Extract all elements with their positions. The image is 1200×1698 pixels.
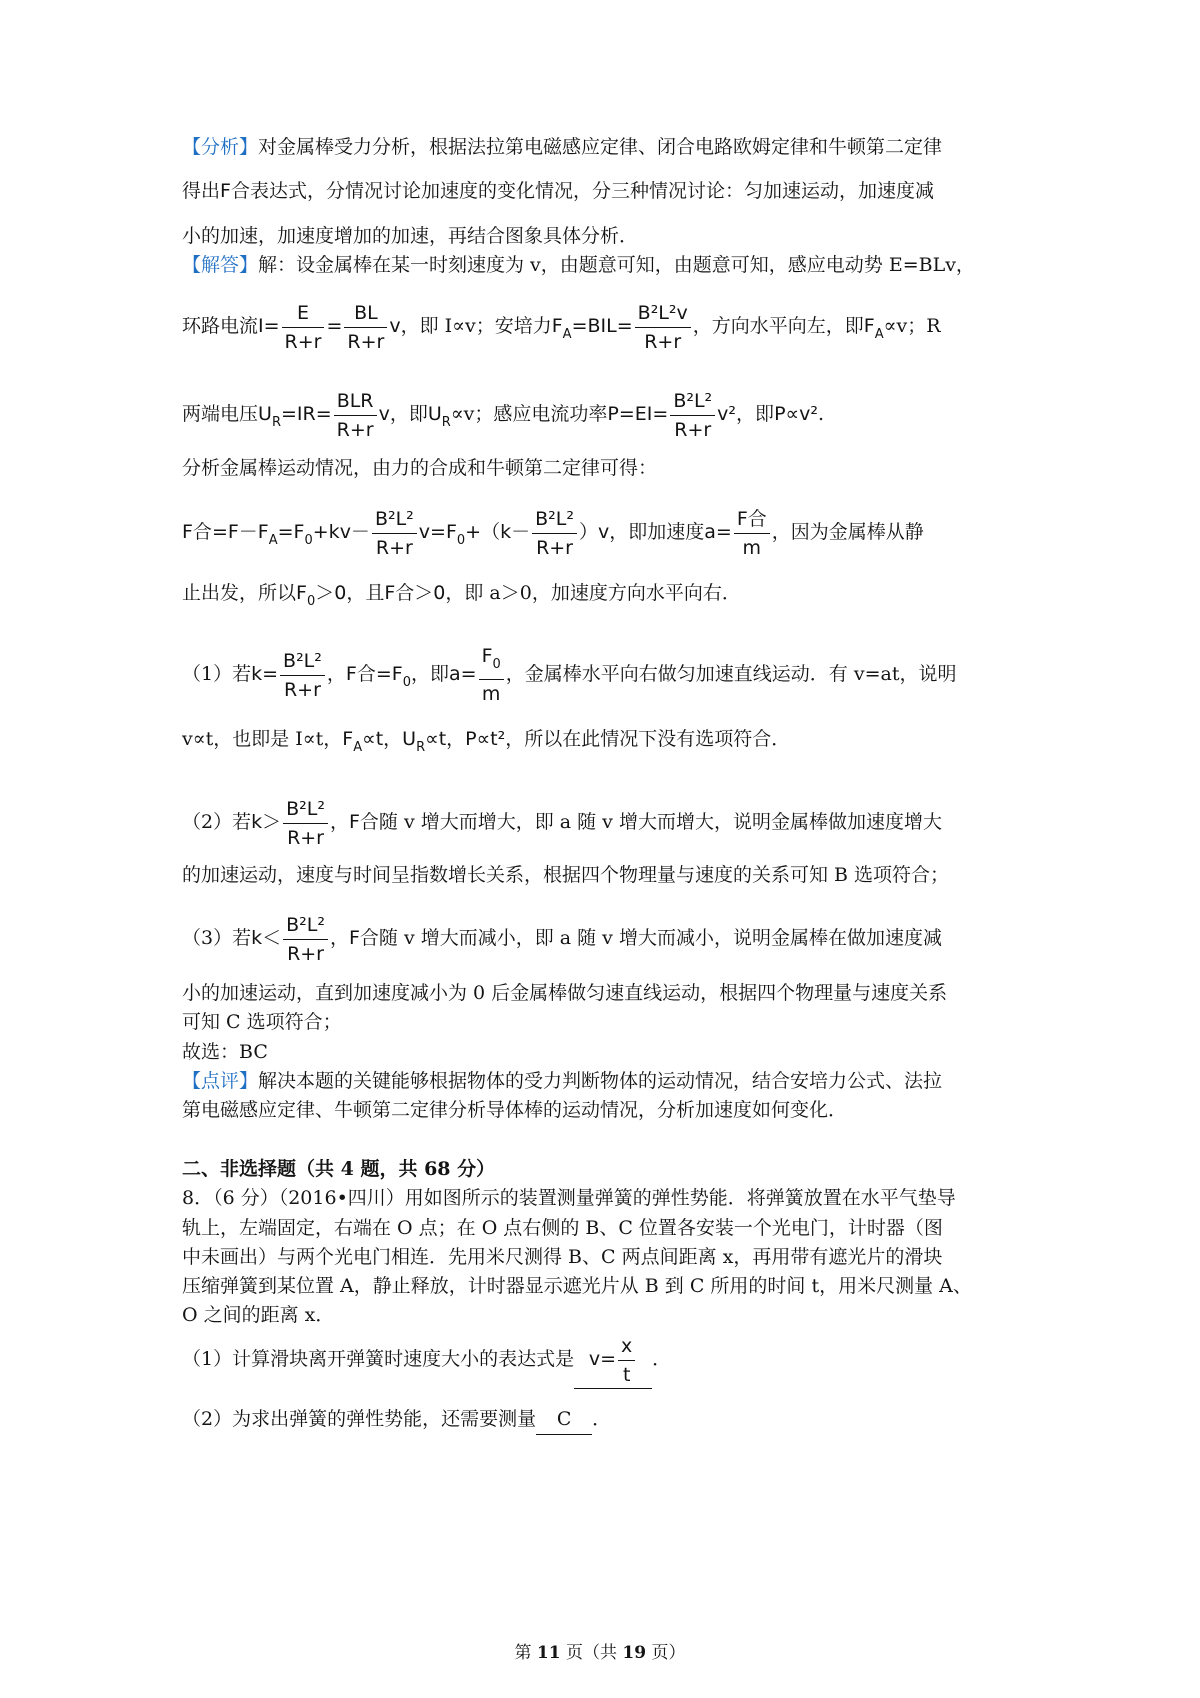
start-condition-line: 止出发，所以$F_0>0$，且F合＞0，即 a＞0，加速度方向水平向右． <box>182 582 741 609</box>
analysis-line-1: 【分析】对金属棒受力分析，根据法拉第电磁感应定律、闭合电路欧姆定律和牛顿第二定律 <box>182 136 943 158</box>
analysis-line-2: 得出F合表达式，分情况讨论加速度的变化情况，分三种情况讨论：匀加速运动，加速度减 <box>182 180 934 202</box>
motion-analysis-line: 分析金属棒运动情况，由力的合成和牛顿第二定律可得： <box>182 457 658 479</box>
analysis-line-3: 小的加速，加速度增加的加速，再结合图象具体分析． <box>182 225 639 247</box>
case-3-line-2: 小的加速运动，直到加速度减小为 0 后金属棒做匀速直线运动，根据四个物理量与速度关系 <box>182 982 948 1004</box>
fraction-B2L2-over-Rr-c2: $\frac{\text{B²L²}}{R+r}$ <box>283 797 328 850</box>
fraction-BLR-over-Rr: $\frac{\text{BLR}}{R+r}$ <box>334 389 377 442</box>
case-3-line-1: （3）若k＜ $\frac{\text{B²L²}}{R+r}$ ，F合随 v 增大而减小，即 a 随 v 增大而减小，说明金属棒在做加速度减 <box>182 913 942 965</box>
case-1-line-1: （1）若k= $\frac{\text{B²L²}}{R+r}$ ，F合$=F_0$，即a= $\frac{F_0}{m}$ ，金属棒水平向右做匀加速直线运动．有 v=at，说明 <box>182 645 957 705</box>
choice-line: 故选：BC <box>182 1041 268 1063</box>
fraction-F0-over-m: $\frac{F_0}{m}$ <box>479 644 504 706</box>
fraction-B2L2-over-Rr-c1: $\frac{\text{B²L²}}{R+r}$ <box>280 649 325 702</box>
question-line-5: O 之间的距离 x． <box>182 1304 335 1326</box>
answer-tag: 【解答】 <box>182 254 259 276</box>
analysis-tag: 【分析】 <box>182 136 259 158</box>
section-heading: 二、非选择题（共 4 题，共 68 分） <box>182 1158 496 1180</box>
question-line-3: 中未画出）与两个光电门相连．先用米尺测得 B、C 两点间距离 x，再用带有遮光片的滑块 <box>182 1246 943 1268</box>
sub-question-1: （1）计算滑块离开弹簧时速度大小的表达式是 v= $\frac{x}{t}$ ． <box>182 1330 671 1389</box>
current-formula-line: 环路电流I= $\frac{E}{R+r}$ = $\frac{BL}{R+r}$ v，即 I∝v；安培力$F_A=BIL=$ $\frac{\text{B²L²v}}{R+r}$ ，方向水平向左，即$F_A\propto v$；R <box>182 301 941 353</box>
sub-question-2: （2）为求出弹簧的弹性势能，还需要测量 C ． <box>182 1404 611 1435</box>
page-footer: 第 11 页（共 19 页） <box>514 1643 686 1663</box>
fraction-Fhe-over-m: $\frac{\text{F合}}{m}$ <box>734 507 770 560</box>
question-line-2: 轨上，左端固定，右端在 O 点；在 O 点右侧的 B、C 位置各安装一个光电门，计时器（图 <box>182 1217 943 1239</box>
answer-blank-1: v= $\frac{x}{t}$ <box>574 1330 652 1389</box>
case-3-line-3: 可知 C 选项符合； <box>182 1011 342 1033</box>
case-2-line-2: 的加速运动，速度与时间呈指数增长关系，根据四个物理量与速度的关系可知 B 选项符合； <box>182 864 950 886</box>
voltage-power-line: 两端电压$U_R=IR=$ $\frac{\text{BLR}}{R+r}$ v，即$U_R\propto v$；感应电流功率P=EI= $\frac{\text{B²L²}}{R+r}$ v²，即P∝v². <box>182 389 825 441</box>
answer-blank-2: C <box>536 1404 592 1435</box>
comment-tag: 【点评】 <box>182 1070 259 1092</box>
page-number: 11 <box>536 1643 561 1663</box>
fraction-B2L2-over-Rr-c3: $\frac{\text{B²L²}}{R+r}$ <box>283 913 328 966</box>
question-line-1: 8．（6 分）（2016•四川）用如图所示的装置测量弹簧的弹性势能．将弹簧放置在水平气垫导 <box>182 1187 956 1209</box>
fraction-E-over-Rr: $\frac{E}{R+r}$ <box>282 301 325 354</box>
case-1-line-2: v∝t，也即是 I∝t，$F_A\propto t$，$U_R\propto t$，P∝t²，所以在此情况下没有选项符合． <box>182 728 791 755</box>
net-force-line: F合$=F-F_A=F_0+kv-$ $\frac{\text{B²L²}}{R+r}$ $v=F_0+(k-$ $\frac{\text{B²L²}}{R+r}$ ）v，即加速度a= $\frac{\text{F合}}{m}$ ，因为金属棒从静 <box>182 507 924 559</box>
fraction-x-over-t: $\frac{x}{t}$ <box>618 1334 635 1387</box>
fraction-B2L2v-over-Rr: $\frac{\text{B²L²v}}{R+r}$ <box>635 301 691 354</box>
case-2-line-1: （2）若k＞ $\frac{\text{B²L²}}{R+r}$ ，F合随 v 增大而增大，即 a 随 v 增大而增大，说明金属棒做加速度增大 <box>182 797 942 849</box>
fraction-B2L2-over-Rr: $\frac{\text{B²L²}}{R+r}$ <box>670 389 715 442</box>
question-line-4: 压缩弹簧到某位置 A，静止释放，计时器显示遮光片从 B 到 C 所用的时间 t，用米尺测量 A、 <box>182 1275 972 1297</box>
comment-line-2: 第电磁感应定律、牛顿第二定律分析导体棒的运动情况，分析加速度如何变化． <box>182 1099 848 1121</box>
answer-line-1: 【解答】解：设金属棒在某一时刻速度为 v，由题意可知，由题意可知，感应电动势 E=BLv， <box>182 254 975 276</box>
comment-line-1: 【点评】解决本题的关键能够根据物体的受力判断物体的运动情况，结合安培力公式、法拉 <box>182 1070 943 1092</box>
fraction-B2L2-over-Rr-b: $\frac{\text{B²L²}}{R+r}$ <box>532 507 577 560</box>
fraction-B2L2-over-Rr-a: $\frac{\text{B²L²}}{R+r}$ <box>372 507 417 560</box>
fraction-BL-over-Rr: $\frac{BL}{R+r}$ <box>344 301 387 354</box>
total-pages: 19 <box>622 1643 647 1663</box>
